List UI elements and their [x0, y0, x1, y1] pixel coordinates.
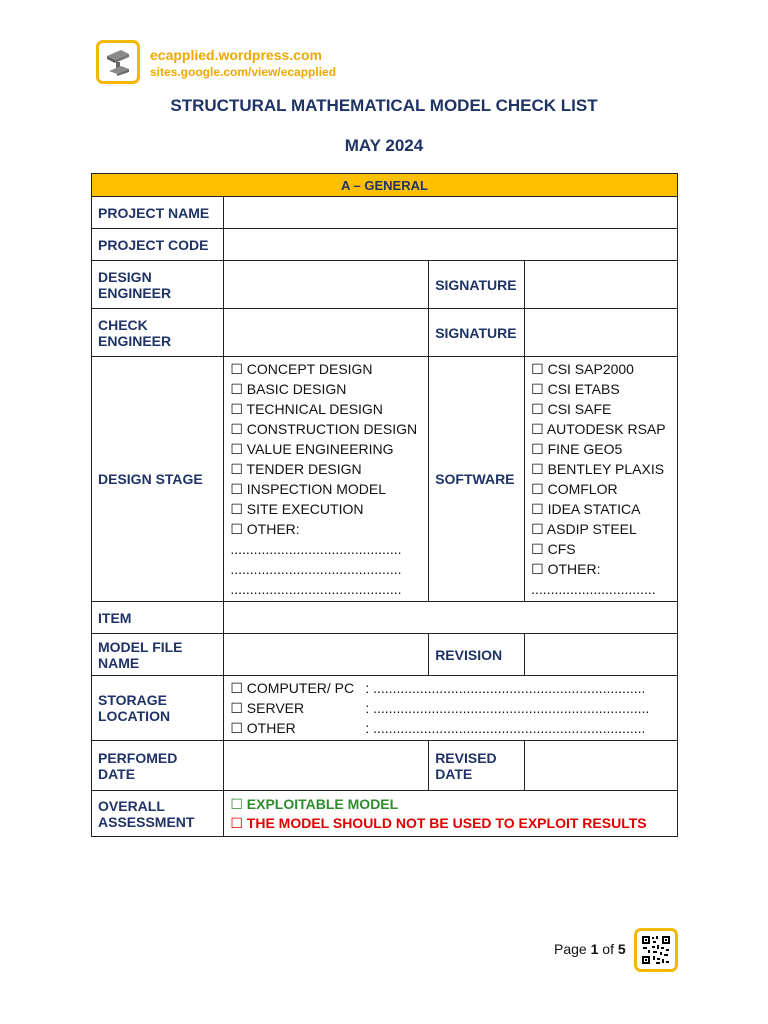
fill-line[interactable]: ............................................	[230, 581, 402, 597]
design-stage-options	[224, 357, 429, 602]
label-model-file-name	[92, 634, 224, 676]
label-line: CHECK	[98, 316, 148, 333]
field-revision[interactable]	[525, 634, 678, 676]
checklist-table	[91, 173, 678, 837]
label-line: REVISED	[435, 749, 497, 766]
label-check-engineer	[92, 309, 224, 357]
option-basic-design[interactable]: ☐ BASIC DESIGN	[230, 381, 347, 397]
option-idea-statica[interactable]: ☐ IDEA STATICA	[531, 501, 641, 517]
storage-option-server[interactable]	[230, 698, 671, 718]
option-site-execution[interactable]: ☐ SITE EXECUTION	[230, 501, 364, 517]
label-project-code: PROJECT CODE	[92, 229, 224, 261]
option-concept-design[interactable]: ☐ CONCEPT DESIGN	[230, 361, 373, 377]
storage-options	[224, 676, 678, 741]
label-project-name: PROJECT NAME	[92, 197, 224, 229]
option-other-software[interactable]: ☐ OTHER:	[531, 561, 601, 577]
site-link-wordpress[interactable]: ecapplied.wordpress.com	[150, 47, 322, 63]
document-title: STRUCTURAL MATHEMATICAL MODEL CHECK LIST	[170, 96, 598, 115]
label-line: ENGINEER	[98, 332, 172, 349]
row-project-code	[92, 229, 678, 261]
option-value-engineering[interactable]: ☐ VALUE ENGINEERING	[230, 441, 394, 457]
option-csi-etabs[interactable]: ☐ CSI ETABS	[531, 381, 620, 397]
row-overall-assessment	[92, 791, 678, 837]
label-design-engineer	[92, 261, 224, 309]
storage-fill-line[interactable]: : ......................................................................	[365, 680, 646, 696]
row-item	[92, 602, 678, 634]
field-signature-design[interactable]	[525, 261, 678, 309]
assessment-options	[224, 791, 678, 837]
page-mid: of	[598, 941, 618, 957]
option-csi-sap2000[interactable]: ☐ CSI SAP2000	[531, 361, 634, 377]
label-overall-assessment	[92, 791, 224, 837]
field-model-file-name[interactable]	[224, 634, 429, 676]
label-line: ASSESSMENT	[98, 813, 195, 830]
row-storage	[92, 676, 678, 741]
brand-links	[150, 46, 336, 81]
row-dates	[92, 741, 678, 791]
label-line: DATE	[98, 765, 136, 782]
label-software: SOFTWARE	[429, 357, 525, 602]
row-check-engineer	[92, 309, 678, 357]
logo	[96, 40, 140, 84]
row-model-file	[92, 634, 678, 676]
site-link-google[interactable]: sites.google.com/view/ecapplied	[150, 65, 337, 79]
row-design-engineer	[92, 261, 678, 309]
option-construction-design[interactable]: ☐ CONSTRUCTION DESIGN	[230, 421, 418, 437]
option-comflor[interactable]: ☐ COMFLOR	[531, 481, 618, 497]
section-header-row	[92, 174, 678, 197]
field-performed-date[interactable]	[224, 741, 429, 791]
fill-line[interactable]: ............................................	[230, 541, 402, 557]
label-line: MODEL FILE	[98, 638, 183, 655]
field-item[interactable]	[224, 602, 678, 634]
field-project-code[interactable]	[224, 229, 678, 261]
page-prefix: Page	[554, 941, 591, 957]
option-not-exploitable[interactable]: ☐ THE MODEL SHOULD NOT BE USED TO EXPLOIT RESULTS	[230, 814, 647, 831]
label-signature-design: SIGNATURE	[429, 261, 525, 309]
field-signature-check[interactable]	[525, 309, 678, 357]
storage-label: ☐ OTHER	[230, 720, 296, 736]
option-tender-design[interactable]: ☐ TENDER DESIGN	[230, 461, 362, 477]
label-revision: REVISION	[429, 634, 525, 676]
option-inspection-model[interactable]: ☐ INSPECTION MODEL	[230, 481, 387, 497]
storage-fill-line[interactable]: : .......................................................................	[365, 700, 650, 716]
option-exploitable-model[interactable]: ☐ EXPLOITABLE MODEL	[230, 795, 399, 812]
section-title: A – GENERAL	[92, 174, 678, 197]
label-line: LOCATION	[98, 708, 171, 724]
fill-line[interactable]: ................................	[531, 581, 656, 597]
document-date: MAY 2024	[344, 136, 424, 155]
storage-option-other[interactable]	[230, 718, 671, 738]
label-line: DESIGN	[98, 268, 152, 285]
row-design-stage	[92, 357, 678, 602]
label-line: NAME	[98, 654, 140, 671]
label-line: OVERALL	[98, 797, 165, 814]
storage-option-computer[interactable]	[230, 678, 671, 698]
option-asdip-steel[interactable]: ☐ ASDIP STEEL	[531, 521, 637, 537]
label-storage-location	[92, 676, 224, 741]
storage-fill-line[interactable]: : ......................................................................	[365, 720, 646, 736]
storage-label: ☐ SERVER	[230, 700, 305, 716]
qr-code[interactable]	[634, 928, 678, 972]
option-fine-geo5[interactable]: ☐ FINE GEO5	[531, 441, 623, 457]
software-options	[525, 357, 678, 602]
option-cfs[interactable]: ☐ CFS	[531, 541, 576, 557]
field-project-name[interactable]	[224, 197, 678, 229]
label-signature-check: SIGNATURE	[429, 309, 525, 357]
field-check-engineer[interactable]	[224, 309, 429, 357]
qr-code-icon	[641, 935, 671, 965]
label-line: ENGINEER	[98, 284, 172, 301]
option-technical-design[interactable]: ☐ TECHNICAL DESIGN	[230, 401, 383, 417]
steel-beam-icon	[103, 47, 133, 77]
row-project-name	[92, 197, 678, 229]
storage-label: ☐ COMPUTER/ PC	[230, 680, 355, 696]
label-line: PERFOMED	[98, 749, 178, 766]
page-total: 5	[617, 941, 626, 957]
label-revised-date	[429, 741, 525, 791]
option-other-stage[interactable]: ☐ OTHER:	[230, 521, 300, 537]
field-revised-date[interactable]	[525, 741, 678, 791]
fill-line[interactable]: ............................................	[230, 561, 402, 577]
field-design-engineer[interactable]	[224, 261, 429, 309]
option-autodesk-rsap[interactable]: ☐ AUTODESK RSAP	[531, 421, 666, 437]
option-csi-safe[interactable]: ☐ CSI SAFE	[531, 401, 612, 417]
label-design-stage: DESIGN STAGE	[92, 357, 224, 602]
page-indicator	[554, 941, 626, 957]
label-performed-date	[92, 741, 224, 791]
option-bentley-plaxis[interactable]: ☐ BENTLEY PLAXIS	[531, 461, 665, 477]
label-line: DATE	[435, 765, 473, 782]
page-number: 1	[590, 941, 599, 957]
label-line: STORAGE	[98, 692, 167, 708]
label-item: ITEM	[92, 602, 224, 634]
